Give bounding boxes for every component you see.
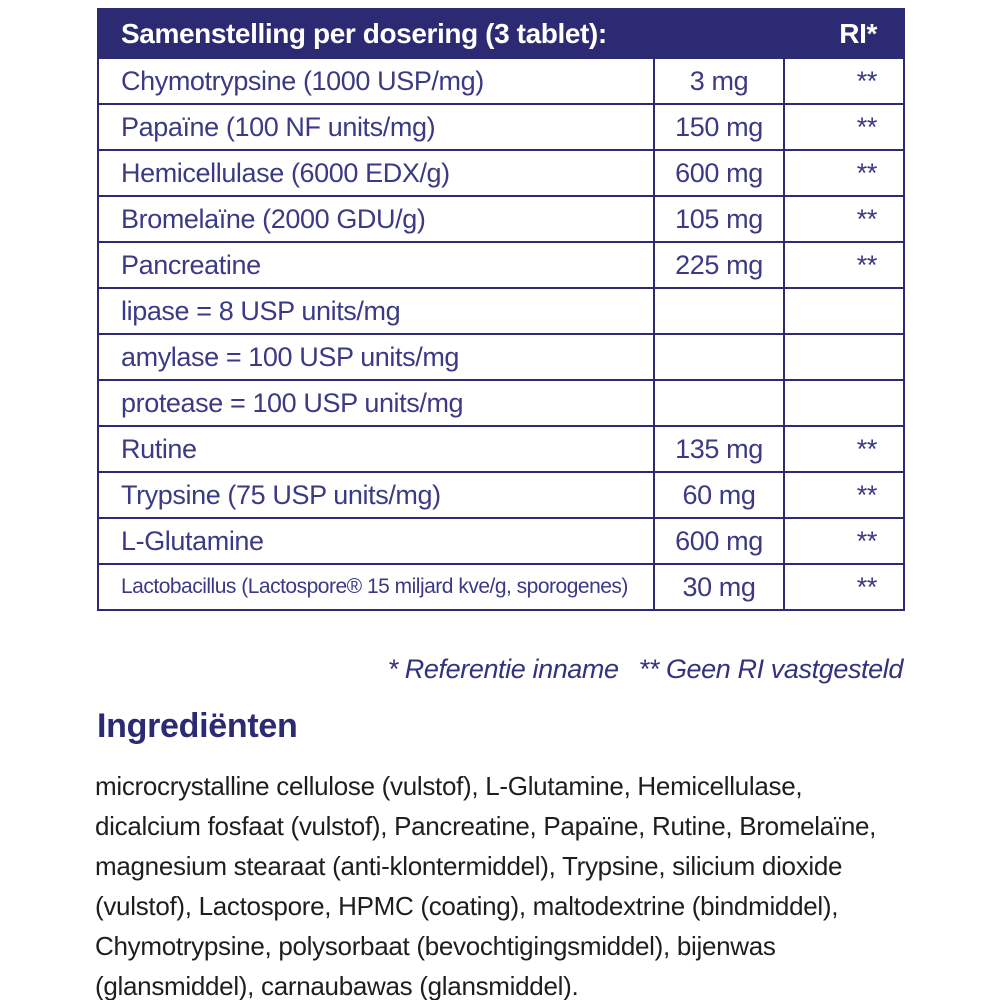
- table-footnote: [97, 654, 903, 685]
- ri-cell: **: [784, 150, 904, 196]
- amount-cell: 150 mg: [654, 104, 784, 150]
- ingredients-line: Chymotrypsine, polysorbaat (bevochtigingsmiddel), bijenwas: [95, 931, 776, 961]
- footnote-no-ri: ** Geen RI vastgesteld: [638, 654, 903, 684]
- ri-cell: **: [784, 58, 904, 104]
- amount-cell: 3 mg: [654, 58, 784, 104]
- ri-cell: **: [784, 104, 904, 150]
- table-row: [98, 334, 904, 380]
- amount-cell: 105 mg: [654, 196, 784, 242]
- table-row: [98, 564, 904, 610]
- ri-cell: **: [784, 196, 904, 242]
- footnote-reference-intake: * Referentie inname: [387, 654, 619, 684]
- table-row: [98, 58, 904, 104]
- ingredients-line: magnesium stearaat (anti-klontermiddel), Trypsine, silicium dioxide: [95, 851, 843, 881]
- ingredient-name-cell: Chymotrypsine (1000 USP/mg): [98, 58, 654, 104]
- ingredients-heading: Ingrediënten: [97, 707, 298, 745]
- table-row: [98, 150, 904, 196]
- amount-cell: [654, 380, 784, 426]
- table-header-row: [98, 9, 904, 58]
- amount-cell: 135 mg: [654, 426, 784, 472]
- amount-cell: 60 mg: [654, 472, 784, 518]
- ingredient-name-cell: Papaïne (100 NF units/mg): [98, 104, 654, 150]
- ingredient-name-cell: Rutine: [98, 426, 654, 472]
- table-row: [98, 472, 904, 518]
- table-row: [98, 518, 904, 564]
- table-row: [98, 242, 904, 288]
- ingredient-name-cell: L-Glutamine: [98, 518, 654, 564]
- amount-cell: 600 mg: [654, 518, 784, 564]
- ri-cell: [784, 380, 904, 426]
- amount-cell: [654, 334, 784, 380]
- ingredient-name-cell: Trypsine (75 USP units/mg): [98, 472, 654, 518]
- ingredients-line: (glansmiddel), carnaubawas (glansmiddel).: [95, 971, 579, 1000]
- ingredient-name-cell: Bromelaïne (2000 GDU/g): [98, 196, 654, 242]
- composition-table: [97, 8, 905, 611]
- ingredients-line: (vulstof), Lactospore, HPMC (coating), maltodextrine (bindmiddel),: [95, 891, 839, 921]
- ingredient-name-cell: lipase = 8 USP units/mg: [98, 288, 654, 334]
- table-row: [98, 196, 904, 242]
- table-row: [98, 104, 904, 150]
- ingredient-name-cell: Hemicellulase (6000 EDX/g): [98, 150, 654, 196]
- ri-cell: [784, 288, 904, 334]
- ri-cell: [784, 334, 904, 380]
- ri-cell: **: [784, 518, 904, 564]
- amount-cell: 600 mg: [654, 150, 784, 196]
- table-row: [98, 380, 904, 426]
- ri-cell: **: [784, 426, 904, 472]
- ingredients-line: dicalcium fosfaat (vulstof), Pancreatine, Papaïne, Rutine, Bromelaïne,: [95, 811, 877, 841]
- amount-cell: 225 mg: [654, 242, 784, 288]
- ingredient-name-cell: amylase = 100 USP units/mg: [98, 334, 654, 380]
- ingredient-name-cell: protease = 100 USP units/mg: [98, 380, 654, 426]
- amount-cell: [654, 288, 784, 334]
- ingredients-line: microcrystalline cellulose (vulstof), L-Glutamine, Hemicellulase,: [95, 771, 803, 801]
- ingredient-name-cell: Pancreatine: [98, 242, 654, 288]
- amount-cell: 30 mg: [654, 564, 784, 610]
- ri-cell: **: [784, 472, 904, 518]
- ingredients-paragraph: [95, 766, 975, 1000]
- table-title: Samenstelling per dosering (3 tablet):: [98, 9, 784, 58]
- ri-cell: **: [784, 242, 904, 288]
- table-row: [98, 288, 904, 334]
- ri-column-header: RI*: [784, 9, 904, 58]
- ingredient-name-cell: Lactobacillus (Lactospore® 15 miljard kve/g, sporogenes): [98, 564, 654, 610]
- ri-cell: **: [784, 564, 904, 610]
- table-row: [98, 426, 904, 472]
